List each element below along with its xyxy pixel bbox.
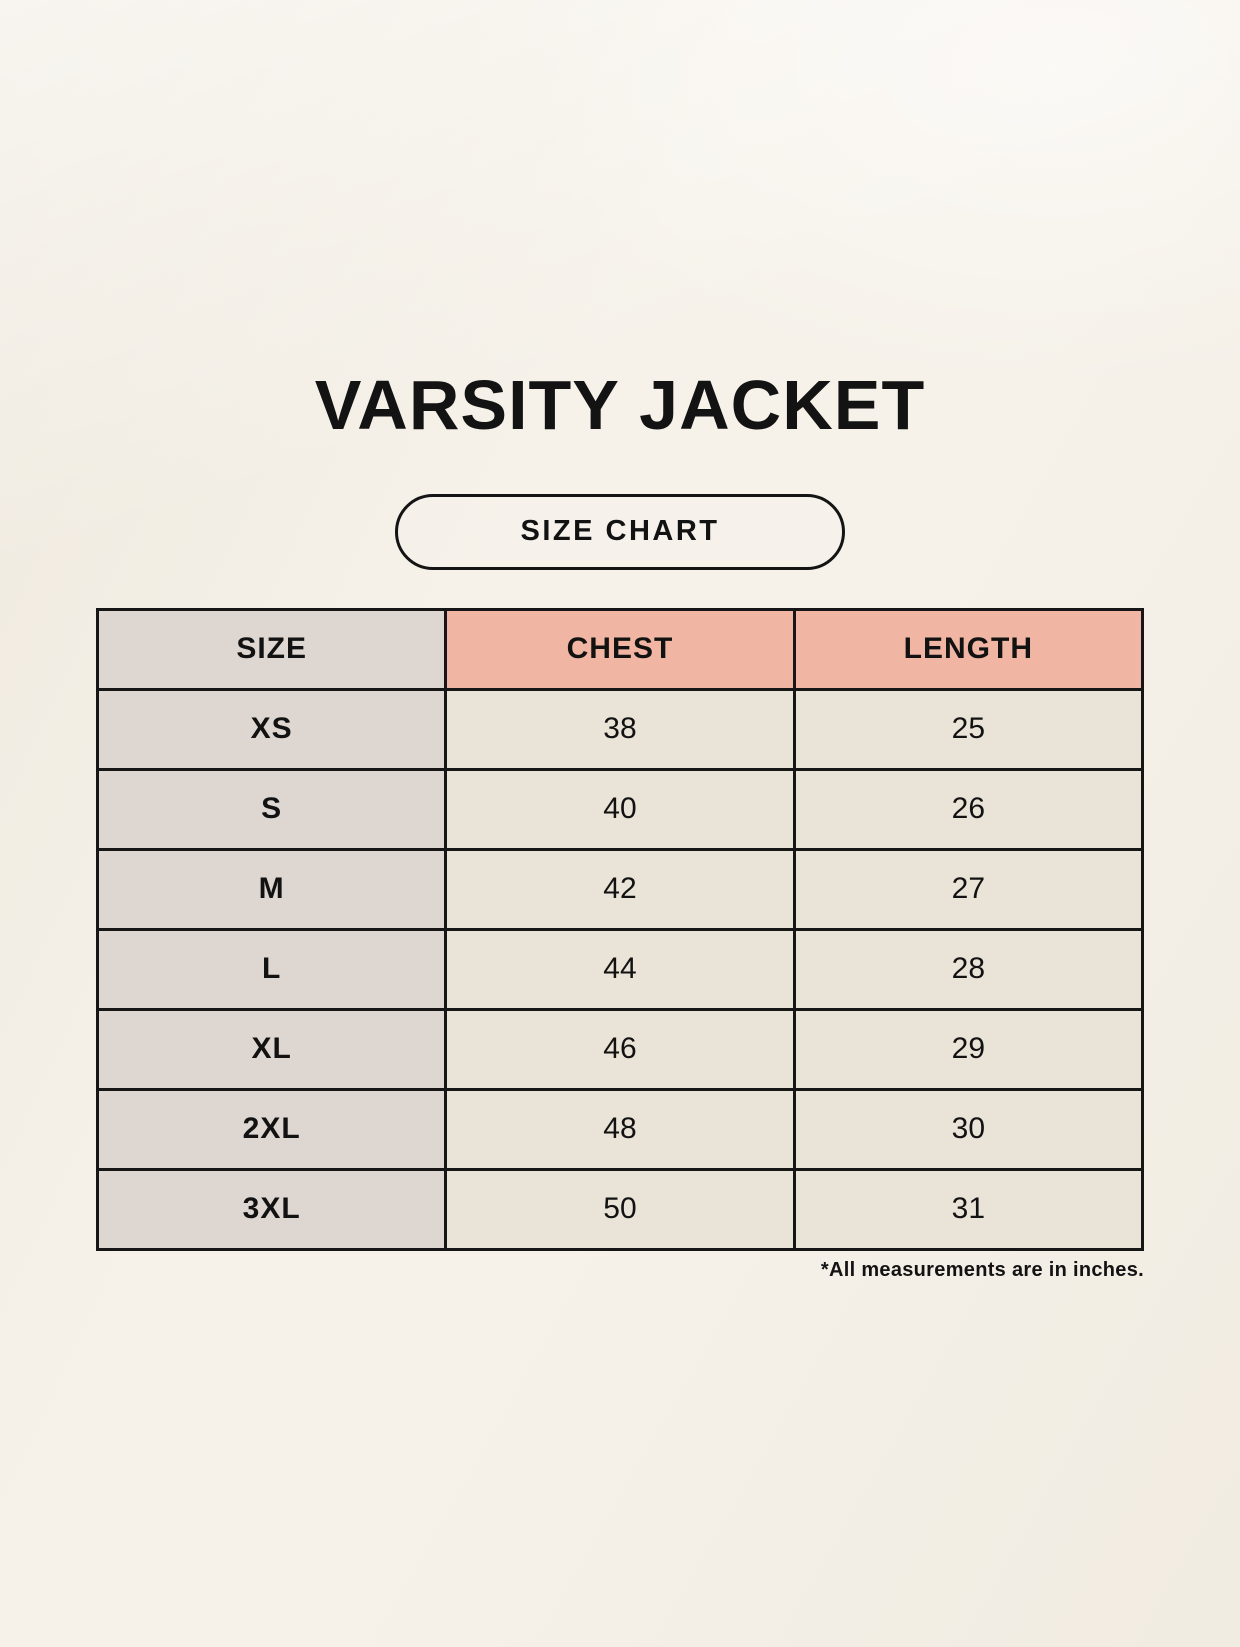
row-label: S [98, 769, 446, 849]
row-label: 2XL [98, 1089, 446, 1169]
length-value: 27 [794, 849, 1142, 929]
chest-value: 46 [446, 1009, 794, 1089]
length-value: 30 [794, 1089, 1142, 1169]
length-value: 29 [794, 1009, 1142, 1089]
chest-value: 44 [446, 929, 794, 1009]
table-row [98, 929, 1143, 1009]
row-label: XL [98, 1009, 446, 1089]
table-row [98, 1089, 1143, 1169]
table-row [98, 1169, 1143, 1249]
header-cell-chest: CHEST [446, 609, 794, 689]
table-row [98, 769, 1143, 849]
length-value: 26 [794, 769, 1142, 849]
length-value: 28 [794, 929, 1142, 1009]
size-table-container [96, 608, 1144, 1251]
size-chart-graphic [0, 47, 1240, 1282]
chest-value: 50 [446, 1169, 794, 1249]
chest-value: 48 [446, 1089, 794, 1169]
size-chart-badge [395, 494, 845, 570]
row-label: M [98, 849, 446, 929]
chest-value: 40 [446, 769, 794, 849]
header-cell-size: SIZE [98, 609, 446, 689]
table-row [98, 849, 1143, 929]
measurements-note: *All measurements are in inches. [820, 1258, 1144, 1281]
page-title: VARSITY JACKET [314, 365, 926, 444]
size-chart-badge-label: SIZE CHART [520, 515, 720, 548]
length-value: 31 [794, 1169, 1142, 1249]
length-value: 25 [794, 689, 1142, 769]
table-row [98, 1009, 1143, 1089]
chest-value: 42 [446, 849, 794, 929]
table-row [98, 689, 1143, 769]
header-cell-length: LENGTH [794, 609, 1142, 689]
row-label: 3XL [98, 1169, 446, 1249]
row-label: L [98, 929, 446, 1009]
chest-value: 38 [446, 689, 794, 769]
row-label: XS [98, 689, 446, 769]
header-row [98, 609, 1143, 689]
size-table [96, 608, 1144, 1251]
